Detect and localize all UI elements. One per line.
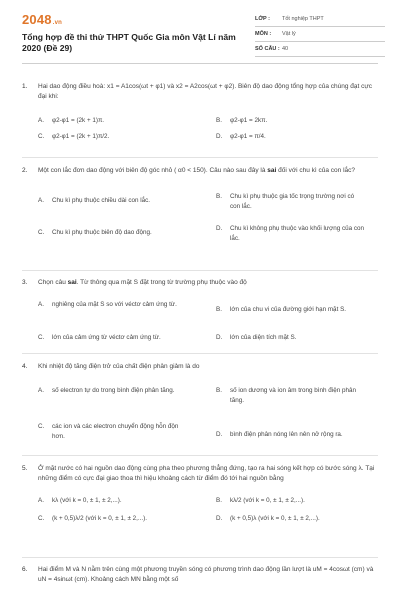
page-header [0, 0, 400, 62]
question-6: 6. Hai điểm M và N nằm trên cùng một phương truyền sóng có phương trình dao động lần lượt là uM = 4cosωt (cm) và uN = 4sinωt (cm). Khoảng cách MN bằng một số [22, 565, 378, 585]
question-text: Hai điểm M và N nằm trên cùng một phương truyền sóng có phương trình dao động lần lượt là uM = 4cosωt (cm) và uN = 4sinωt (cm). Khoảng cách MN bằng một số [38, 566, 374, 583]
question-separator [22, 557, 378, 558]
question-separator [22, 455, 378, 456]
option-c[interactable]: C. Chu kì phụ thuộc biên độ dao động. [38, 229, 152, 236]
option-b[interactable]: B. φ2-φ1 = 2kπ. [216, 117, 268, 124]
question-2: 2. Một con lắc đơn dao động với biên độ góc nhỏ ( α0 < 150). Câu nào sau đây là sai đối với chu kì của con lắc? A. Chu kì phụ thuộc chiều dài con lắc. B. Chu kì phụ thuộc gia tốc trọng trường nơi có con lắc. C. Chu kì phụ thuộc biên độ dao động. D. Chu kì không phụ thuộc vào khối lượng của con lắc. [22, 166, 378, 246]
option-a[interactable]: A. số electron tự do trong bình điện phân tăng. [38, 387, 175, 394]
option-c[interactable]: C. lớn của cảm ứng từ véctơ cảm ứng từ. [38, 334, 161, 341]
meta-subject: MÔN : Vật lý [255, 27, 385, 42]
header-divider [22, 63, 378, 64]
meta-class: LỚP : Tốt nghiệp THPT [255, 12, 385, 27]
option-c[interactable]: C. φ2-φ1 = (2k + 1)π/2. [38, 133, 110, 140]
option-a[interactable]: A. Chu kì phụ thuộc chiều dài con lắc. [38, 197, 151, 204]
option-d[interactable]: D. lớn của diện tích mặt S. [216, 334, 297, 341]
question-separator [22, 353, 378, 354]
exam-meta [255, 12, 385, 57]
option-c[interactable]: C. (k + 0,5)λ/2 (với k = 0, ± 1, ± 2,...). [38, 515, 148, 522]
option-d[interactable]: D. Chu kì không phụ thuộc vào khối lượng của con lắc. [216, 225, 365, 242]
question-text: Chọn câu sai. Từ thông qua mặt S đặt trong từ trường phụ thuộc vào độ [38, 279, 247, 286]
option-b[interactable]: B. số ion dương và ion âm trong bình điện phân tăng. [216, 387, 356, 404]
option-a[interactable]: A. nghiêng của mặt S so với véctơ cảm ứng từ. [38, 301, 177, 308]
question-separator [22, 157, 378, 158]
question-1: 1. Hai dao động điều hoà: x1 = A1cos(ωt + φ1) và x2 = A2cos(ωt + φ2). Biên độ dao động tổng hợp của chúng đạt cực đại khi: A. φ2-φ1 = (2k + 1)π. B. φ2-φ1 = 2kπ. C. φ2-φ1 = (2k + 1)π/2. D. φ2-φ1 = π/4. [22, 82, 378, 142]
option-d[interactable]: D. bình điện phân nóng lên nên nở rộng ra. [216, 431, 343, 438]
question-separator [22, 270, 378, 271]
question-text: Một con lắc đơn dao động với biên độ góc nhỏ ( α0 < 150). Câu nào sau đây là sai đối với chu kì của con lắc? [38, 167, 356, 174]
question-5: 5. Ở mặt nước có hai nguồn dao động cùng pha theo phương thẳng đứng, tạo ra hai sóng kết hợp có bước sóng λ. Tại những điểm có cực đại giao thoa thì hiệu khoảng cách từ điểm đó tới hai nguồn bằng A. kλ (với k = 0, ± 1, ± 2,...). B. kλ/2 (với k = 0, ± 1, ± 2,...). C. (k + 0,5)λ/2 (với k = 0, ± 1, ± 2,...). D. (k + 0,5)λ (với k = 0, ± 1, ± 2,...). [22, 464, 378, 528]
option-b[interactable]: B. lớn của chu vi của đường giới hạn mặt S. [216, 306, 347, 313]
question-text: Khi nhiệt độ tăng điện trở của chất điện phân giảm là do [38, 363, 200, 370]
option-b[interactable]: B. Chu kì phụ thuộc gia tốc trọng trường nơi có con lắc. [216, 193, 355, 210]
question-text: Hai dao động điều hoà: x1 = A1cos(ωt + φ1) và x2 = A2cos(ωt + φ2). Biên độ dao động tổng hợp của chúng đạt cực đại khi: [38, 83, 372, 100]
exam-title: Tổng hợp đề thi thử THPT Quốc Gia môn Vật Lí năm 2020 (Đề 29) [22, 32, 236, 53]
question-text: Ở mặt nước có hai nguồn dao động cùng pha theo phương thẳng đứng, tạo ra hai sóng kết hợp có bước sóng λ. Tại những điểm có cực đại giao thoa thì hiệu khoảng cách từ điểm đó tới hai nguồn bằng [38, 465, 375, 482]
option-a[interactable]: A. kλ (với k = 0, ± 1, ± 2,...). [38, 497, 122, 504]
option-d[interactable]: D. (k + 0,5)λ (với k = 0, ± 1, ± 2,...). [216, 515, 320, 522]
question-4: 4. Khi nhiệt độ tăng điện trở của chất điện phân giảm là do A. số electron tự do trong bình điện phân tăng. B. số ion dương và ion âm trong bình điện phân tăng. C. các ion và các electron chuyển động hỗn độn hơn. D. bình điện phân nóng lên nên nở rộng ra. [22, 362, 378, 448]
meta-question-count: SỐ CÂU : 40 [255, 42, 385, 57]
option-c[interactable]: C. các ion và các electron chuyển động hỗn độn hơn. [38, 423, 179, 440]
option-d[interactable]: D. φ2-φ1 = π/4. [216, 133, 266, 140]
question-3: 3. Chọn câu sai. Từ thông qua mặt S đặt trong từ trường phụ thuộc vào độ A. nghiêng của mặt S so với véctơ cảm ứng từ. B. lớn của chu vi của đường giới hạn mặt S. C. lớn của cảm ứng từ véctơ cảm ứng từ. D. lớn của diện tích mặt S. [22, 278, 378, 348]
option-a[interactable]: A. φ2-φ1 = (2k + 1)π. [38, 117, 105, 124]
option-b[interactable]: B. kλ/2 (với k = 0, ± 1, ± 2,...). [216, 497, 305, 504]
site-logo[interactable]: 2048.vn [22, 12, 63, 27]
